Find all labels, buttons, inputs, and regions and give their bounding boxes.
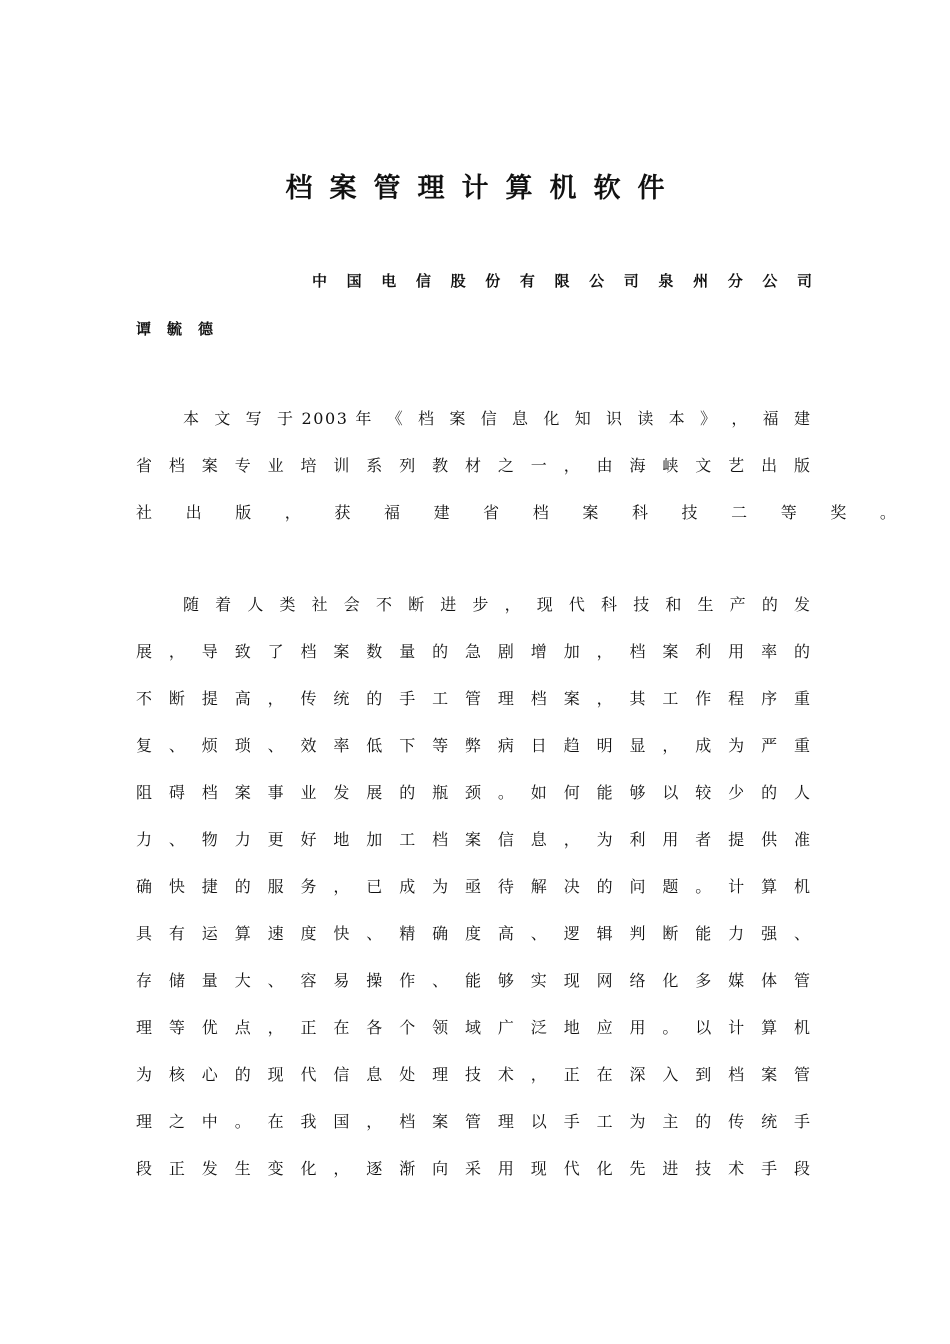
body-line: 存 储 量 大 、 容 易 操 作 、 能 够 实 现 网 络 化 多 媒 体 管: [136, 971, 810, 990]
body-line: 为 核 心 的 现 代 信 息 处 理 技 术 ， 正 在 深 入 到 档 案 管: [136, 1065, 810, 1084]
body-line: 力 、 物 力 更 好 地 加 工 档 案 信 息 ， 为 利 用 者 提 供 准: [136, 830, 810, 849]
note-line: 本 文 写 于 2 0 0 3 年 《 档 案 信 息 化 知 识 读 本 》 ， 福 建: [183, 409, 810, 428]
note-line: 省 档 案 专 业 培 训 系 列 教 材 之 一 ， 由 海 峡 文 艺 出 版: [136, 456, 810, 475]
body-line: 确 快 捷 的 服 务 ， 已 成 为 亟 待 解 决 的 问 题 。 计 算 机: [136, 877, 810, 896]
body-line: 随 着 人 类 社 会 不 断 进 步 ， 现 代 科 技 和 生 产 的 发: [183, 595, 810, 614]
body-line: 具 有 运 算 速 度 快 、 精 确 度 高 、 逻 辑 判 断 能 力 强 、: [136, 924, 810, 943]
body-line: 展 ， 导 致 了 档 案 数 量 的 急 剧 增 加 ， 档 案 利 用 率 的: [136, 642, 810, 661]
body-line: 不 断 提 高 ， 传 统 的 手 工 管 理 档 案 ， 其 工 作 程 序 重: [136, 689, 810, 708]
document-title: 档案管理计算机软件: [285, 173, 682, 204]
publication-note: [136, 407, 912, 548]
body-line: 阻 碍 档 案 事 业 发 展 的 瓶 颈 。 如 何 能 够 以 较 少 的 人: [136, 783, 810, 802]
body-paragraph: [136, 593, 810, 1204]
body-line: 理 之 中 。 在 我 国 ， 档 案 管 理 以 手 工 为 主 的 传 统 手: [136, 1112, 810, 1131]
body-line: 段 正 发 生 变 化 ， 逐 渐 向 采 用 现 代 化 先 进 技 术 手 段: [136, 1159, 810, 1178]
body-line: 复 、 烦 琐 、 效 率 低 下 等 弊 病 日 趋 明 显 ， 成 为 严 重: [136, 736, 810, 755]
author-organization: 中 国 电 信 股 份 有 限 公 司 泉 州 分 公 司: [312, 272, 812, 290]
author-name: 谭毓德: [136, 320, 230, 338]
note-line: 社 出 版 ， 获 福 建 省 档 案 科 技 二 等 奖 。: [136, 503, 912, 522]
body-line: 理 等 优 点 ， 正 在 各 个 领 域 广 泛 地 应 用 。 以 计 算 机: [136, 1018, 810, 1037]
